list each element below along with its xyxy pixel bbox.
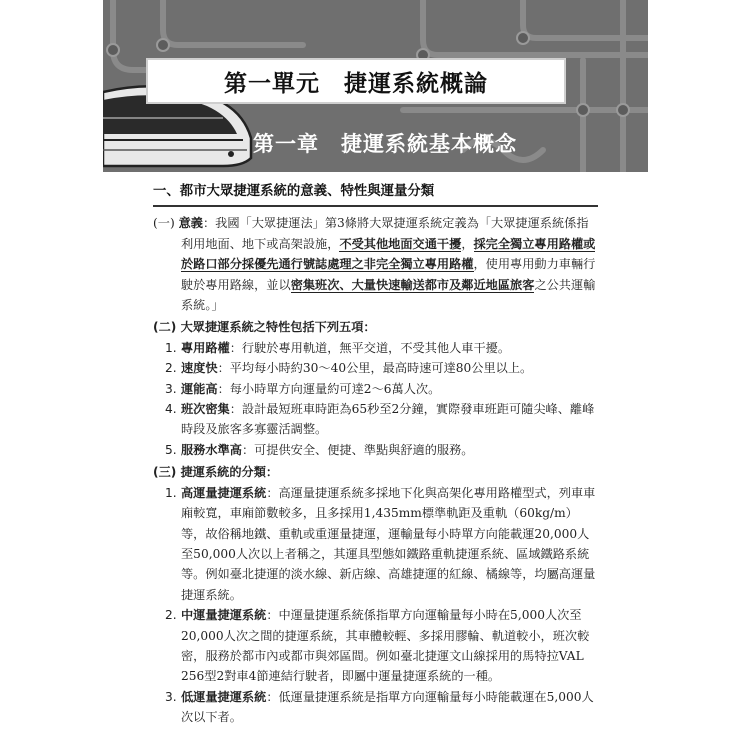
features-block (153, 317, 598, 460)
list-item: 1. 高運量捷運系統：高運量捷運系統多採地下化與高架化專用路權型式，列車車廂較寬，車廂節數較多，且多採用1,435mm標準軌距及重軌（60kg/m）等，故俗稱地鐵、重軌或重運量捷運，運輸量每小時單方向能載運20,000人至50,000人次以上者稱之，其運具型態如鐵路重軌捷運系統、區域鐵路系統等。例如臺北捷運的淡水線、新店線、高雄捷運的紅線、橘線等，均屬高運量捷運系統。 (165, 485, 596, 602)
meaning-marker: (一) (153, 216, 175, 231)
page-content (153, 182, 598, 728)
meaning-text-4: 之公共運輸系統。」 (181, 277, 596, 313)
meaning-label: 意義 (178, 216, 203, 231)
classification-heading: (三) 捷運系統的分類： (153, 465, 279, 480)
list-item: 4. 班次密集：設計最短班車時距為65秒至2分鐘，實際發車班距可隨尖峰、離峰時段及旅客多寡靈活調整。 (165, 402, 595, 437)
meaning-text-2: ， (461, 236, 474, 251)
book-page (103, 0, 648, 750)
unit-title: 第一單元 捷運系統概論 (146, 58, 566, 104)
classification-block (153, 462, 598, 727)
chapter-header-banner (103, 0, 648, 172)
meaning-underline-3: 密集班次、大量快速輸送都市及鄰近地區旅客 (290, 277, 535, 292)
section-title: 一、都市大眾捷運系統的意義、特性與運量分類 (153, 182, 598, 207)
meaning-text-3: ，使用專用動力車輛行駛於專用路線，並以 (181, 257, 596, 292)
meaning-underline-1: 不受其他地面交通干擾 (339, 236, 462, 251)
meaning-text-1: ：我國「大眾捷運法」第3條將大眾捷運系統定義為「大眾捷運系統係指利用地面、地下或高架設施， (181, 216, 589, 251)
list-item: 5. 服務水準高：可提供安全、便捷、準點與舒適的服務。 (165, 442, 474, 457)
features-heading: (二) 大眾捷運系統之特性包括下列五項： (153, 320, 376, 335)
list-item: 2. 速度快：平均每小時約30～40公里，最高時速可達80公里以上。 (165, 361, 533, 376)
list-item: 3. 低運量捷運系統：低運量捷運系統是指單方向運輸量每小時能載運在5,000人次以下者。 (165, 689, 594, 725)
meaning-paragraph (153, 213, 598, 315)
meaning-underline-2: 採完全獨立專用路權或於路口部分採優先通行號誌處理之非完全獨立專用路權 (181, 236, 596, 272)
list-item: 1. 專用路權：行駛於專用軌道，無平交道，不受其他人車干擾。 (165, 340, 511, 355)
list-item: 3. 運能高：每小時單方向運量約可達2～6萬人次。 (165, 381, 441, 396)
chapter-title: 第一章 捷運系統基本概念 (253, 132, 517, 156)
list-item: 2. 中運量捷運系統：中運量捷運系統係指單方向運輸量每小時在5,000人次至20,000人次之間的捷運系統，其車體較輕、多採用膠輪、軌道較小，班次較密，服務於都市內或都市與郊區間。例如臺北捷運文山線採用的馬特拉VAL 256型2對車4節連結行駛者，即屬中運量捷運系統的一種。 (165, 608, 590, 684)
